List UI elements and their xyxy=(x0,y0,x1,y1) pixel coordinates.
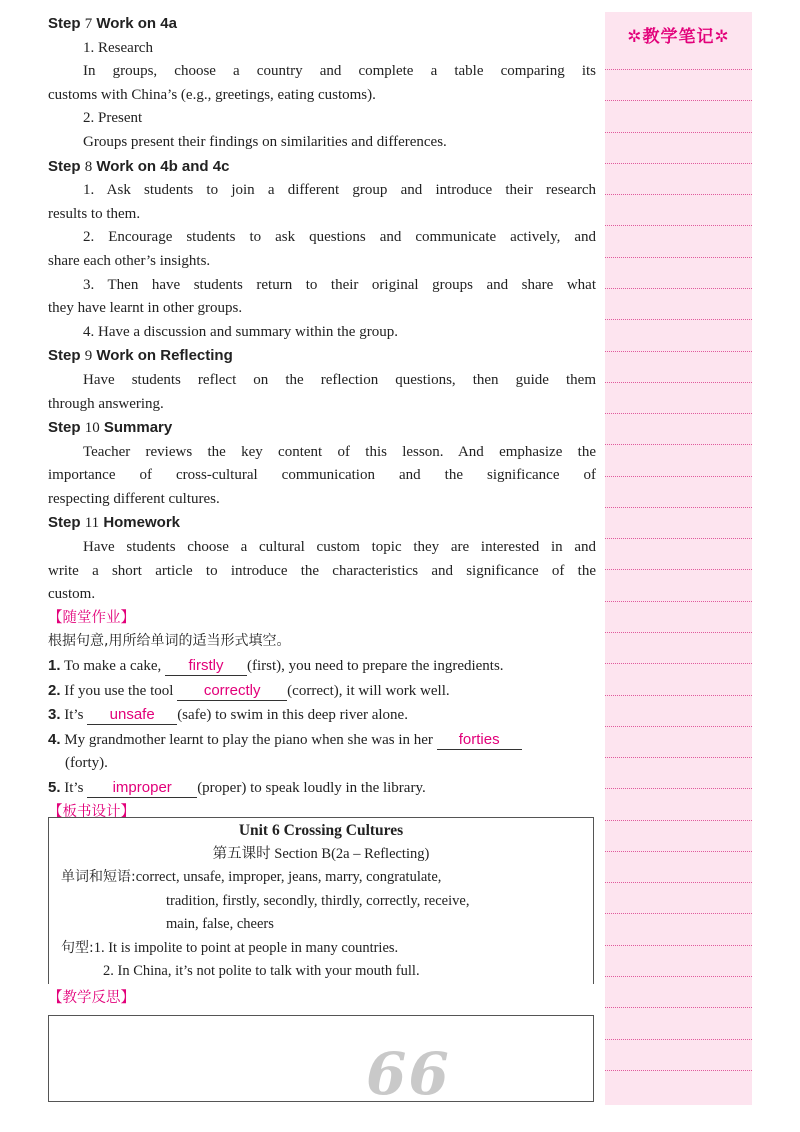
step-9-text-line-2: through answering. xyxy=(48,395,164,412)
notes-rule xyxy=(605,1007,752,1008)
exercise-item-4-cont: (forty). xyxy=(65,755,108,772)
notes-rule xyxy=(605,851,752,852)
answer-text: correctly xyxy=(203,681,261,699)
notes-rule xyxy=(605,726,752,727)
notes-rule xyxy=(605,132,752,133)
step-7-sub-2: 2. Present xyxy=(83,110,143,127)
exercise-suffix: (correct), it will work well. xyxy=(287,682,450,699)
lesson-plan-main xyxy=(48,12,596,824)
board-title: Unit 6 Crossing Cultures xyxy=(238,822,404,839)
notes-rule xyxy=(605,507,752,508)
answer-blank xyxy=(87,706,177,725)
exercise-prefix: If you use the tool xyxy=(64,682,174,699)
exercise-suffix: (proper) to speak loudly in the library. xyxy=(197,780,426,796)
step-7-heading: Step 7 Work on 4a xyxy=(48,15,177,32)
step-10-heading: Step 10 Summary xyxy=(48,419,173,437)
exercise-item-1 xyxy=(48,654,596,679)
answer-text: unsafe xyxy=(109,706,155,724)
step-10-text-line-3: respecting different cultures. xyxy=(48,490,220,507)
board-vocab-line-1: correct, unsafe, improper, jeans, marry, congratulate, xyxy=(135,869,442,886)
board-vocab-label: 单词和短语: xyxy=(61,869,136,886)
board-sentence-row xyxy=(49,937,593,961)
notes-rule xyxy=(605,444,752,445)
step-8-item-4: 4. Have a discussion and summary within the group. xyxy=(83,323,398,340)
step-10-text-line-2: importance of cross-cultural communication and the significance of xyxy=(48,467,596,484)
step-11-text-line-3: custom. xyxy=(48,586,96,603)
exercise-item-5 xyxy=(48,776,596,801)
answer-text: improper xyxy=(112,779,172,796)
notes-rule xyxy=(605,757,752,758)
step-11-text-line-2: write a short article to introduce the characteristics and significance of the xyxy=(48,562,596,579)
board-subtitle: 第五课时 Section B(2a – Reflecting) xyxy=(212,846,430,862)
notes-rule xyxy=(605,632,752,633)
notes-rule xyxy=(605,1039,752,1040)
notes-rule xyxy=(605,538,752,539)
exercise-suffix: (first), you need to prepare the ingredients. xyxy=(246,658,504,675)
step-8-item-2-line-2: share each other’s insights. xyxy=(48,252,211,269)
notes-rule xyxy=(605,225,752,226)
notes-rule xyxy=(605,945,752,946)
notes-rule xyxy=(605,695,752,696)
notes-rule xyxy=(605,913,752,914)
notes-rule xyxy=(605,820,752,821)
answer-text: firstly xyxy=(188,657,224,675)
step-8-item-3-line-1: 3. Then have students return to their original groups and share what xyxy=(83,276,596,293)
answer-blank xyxy=(165,657,247,676)
exercise-suffix: (safe) to swim in this deep river alone. xyxy=(177,707,408,724)
reflection-box[interactable] xyxy=(48,1015,594,1102)
notes-rule xyxy=(605,413,752,414)
teaching-notes-panel xyxy=(605,12,752,1105)
notes-rule xyxy=(605,601,752,602)
answer-blank xyxy=(437,731,522,750)
exercise-item-3 xyxy=(48,703,596,728)
step-8-item-1-line-1: 1. Ask students to join a different group and introduce their research xyxy=(83,182,596,199)
notes-rule xyxy=(605,100,752,101)
board-vocab-row xyxy=(49,866,593,890)
notes-rule xyxy=(605,351,752,352)
reflection-heading: 【教学反思】 xyxy=(48,990,135,1006)
exercise-prefix: My grandmother learnt to play the piano when she was in her xyxy=(64,731,433,748)
step-10-text-line-1: Teacher reviews the key content of this lesson. And emphasize the xyxy=(83,443,596,460)
homework-instruction: 根据句意,用所给单词的适当形式填空。 xyxy=(48,633,291,650)
answer-blank xyxy=(177,682,287,701)
exercise-number: 3. xyxy=(48,706,61,724)
board-heading: 【板书设计】 xyxy=(48,803,135,820)
board-design-box xyxy=(48,817,594,984)
notes-title: ✲教学笔记✲ xyxy=(627,27,730,47)
step-11-text-line-1: Have students choose a cultural custom topic they are interested in and xyxy=(83,539,596,556)
step-9-text-line-1: Have students reflect on the reflection questions, then guide them xyxy=(83,371,596,388)
board-vocab-line-2: tradition, firstly, secondly, thirdly, correctly, receive, xyxy=(166,893,470,909)
board-sentence-2: 2. In China, it’s not polite to talk with your mouth full. xyxy=(103,963,420,980)
exercise-prefix: To make a cake, xyxy=(64,658,162,675)
notes-rule xyxy=(605,476,752,477)
notes-rule xyxy=(605,194,752,195)
notes-rule xyxy=(605,319,752,320)
notes-rule xyxy=(605,288,752,289)
answer-text: forties xyxy=(458,730,500,748)
notes-rule xyxy=(605,976,752,977)
step-8-heading: Step 8 Work on 4b and 4c xyxy=(48,157,230,175)
exercise-number: 1. xyxy=(48,657,61,675)
notes-rule xyxy=(605,1070,752,1071)
exercise-item-2 xyxy=(48,679,596,704)
step-7-sub-1: 1. Research xyxy=(83,39,153,56)
exercise-item-4 xyxy=(48,728,596,753)
step-11-heading: Step 11 Homework xyxy=(48,514,180,532)
step-8-item-3-line-2: they have learnt in other groups. xyxy=(48,300,243,317)
answer-blank xyxy=(87,779,197,798)
exercise-number: 2. xyxy=(48,681,61,699)
page-number: 66 xyxy=(366,1040,451,1108)
board-vocab-line-3: main, false, cheers xyxy=(166,916,274,933)
exercise-number: 4. xyxy=(48,730,61,748)
exercise-prefix: It’s xyxy=(64,780,84,796)
notes-rule xyxy=(605,69,752,70)
notes-rule xyxy=(605,788,752,789)
step-8-item-2-line-1: 2. Encourage students to ask questions and communicate actively, and xyxy=(83,229,596,246)
step-7-research-line-1: In groups, choose a country and complete a table comparing its xyxy=(83,63,596,80)
step-7-present-text: Groups present their findings on similarities and differences. xyxy=(83,133,447,150)
notes-rule xyxy=(605,663,752,664)
notes-rule xyxy=(605,163,752,164)
notes-rule xyxy=(605,569,752,570)
notes-rule xyxy=(605,382,752,383)
board-sentence-label: 句型: xyxy=(61,939,94,956)
notes-rule xyxy=(605,882,752,883)
notes-rule xyxy=(605,257,752,258)
exercise-number: 5. xyxy=(48,779,61,796)
board-sentence-1: 1. It is impolite to point at people in many countries. xyxy=(93,939,399,956)
step-9-heading: Step 9 Work on Reflecting xyxy=(48,347,233,365)
step-8-item-1-line-2: results to them. xyxy=(48,205,141,222)
homework-heading: 【随堂作业】 xyxy=(48,609,135,626)
exercise-prefix: It’s xyxy=(64,707,84,724)
step-7-research-line-2: customs with China’s (e.g., greetings, eating customs). xyxy=(48,86,376,103)
